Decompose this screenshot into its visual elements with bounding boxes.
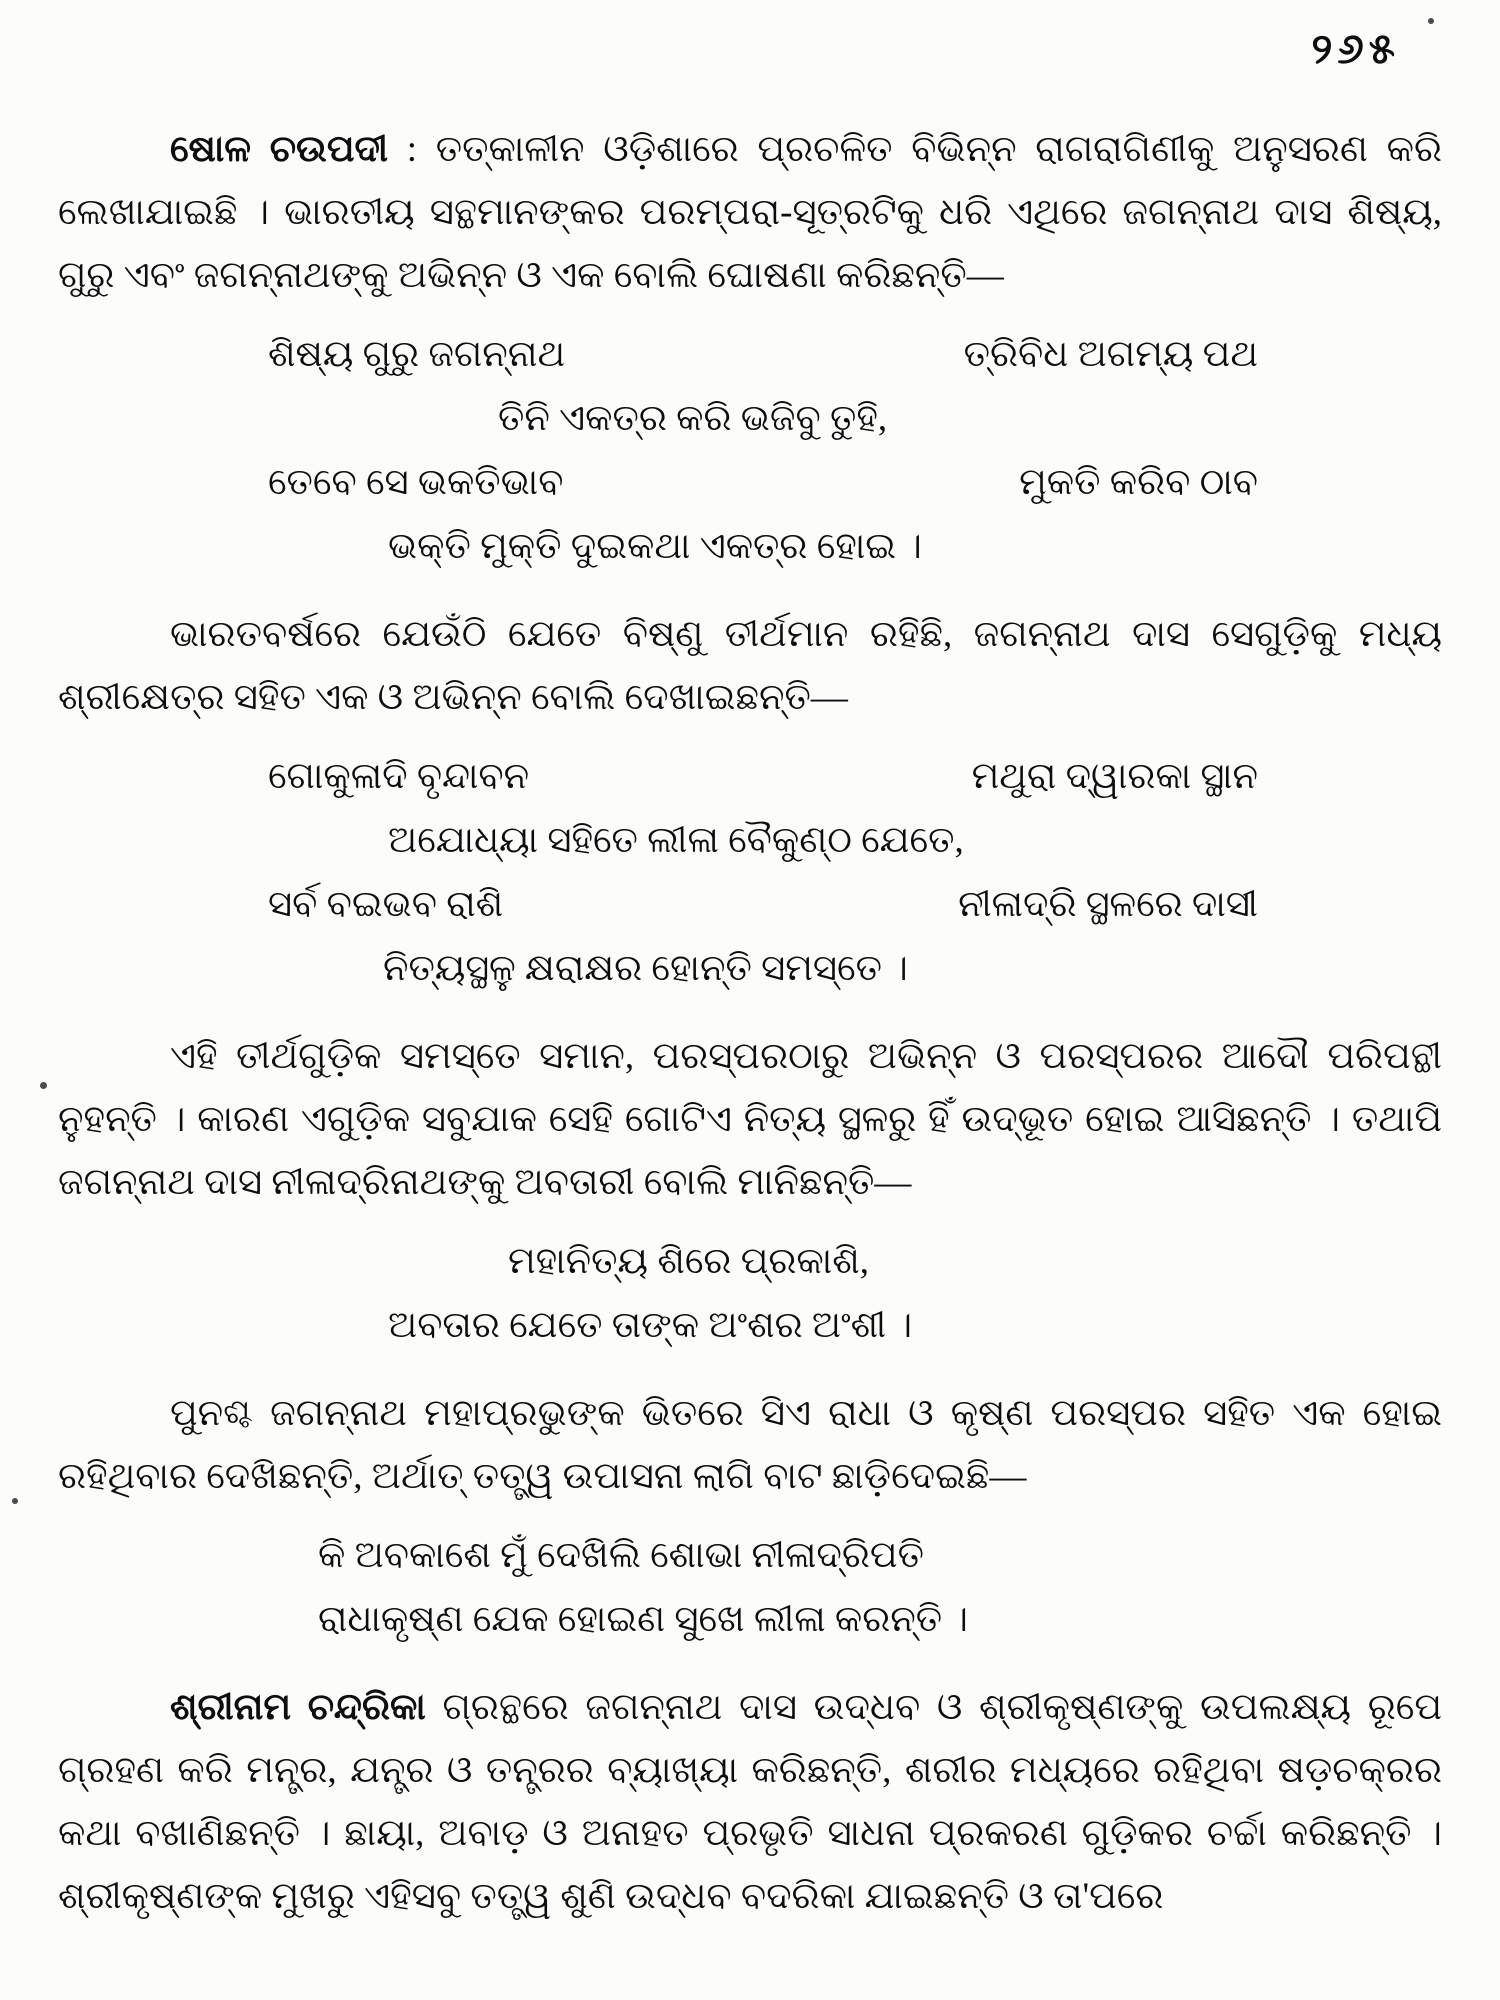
paragraph-srinama-chandrika [58, 1676, 1442, 1928]
paragraph-text: ପୁନଶ୍ଚ ଜଗନ୍ନାଥ ମହାପ୍ରଭୁଙ୍କ ଭିତରେ ସିଏ ରାଧା ଓ କୃଷ୍ଣ ପରସ୍ପର ସହିତ ଏକ ହୋଇ ରହିଥିବାର ଦେଖିଛନ୍ତି, ଅର୍ଥାତ୍ ତତ୍ତ୍ୱ ଉପାସନା ଲାଗି ବାଟ ଛାଡ଼ିଦେଇଛି— [58, 1393, 1442, 1497]
paragraph-radha-krushna [58, 1382, 1442, 1508]
verse-row [268, 451, 1258, 515]
verse-couplet-2 [58, 745, 1442, 1001]
paragraph-lead-title: ଷୋଳ ଚଉପଦୀ [170, 129, 389, 170]
verse-line-center: ଅଯୋଧ୍ୟା ସହିତେ ଲୀଳା ବୈକୁଣ୍ଠ ଯେତେ, [388, 820, 964, 861]
paragraph-text: ଭାରତବର୍ଷରେ ଯେଉଁଠି ଯେତେ ବିଷ୍ଣୁ ତୀର୍ଥମାନ ରହିଛି, ଜଗନ୍ନାଥ ଦାସ ସେଗୁଡ଼ିକୁ ମଧ୍ୟ ଶ୍ରୀକ୍ଷେତ୍ର ସହିତ ଏକ ଓ ଅଭିନ୍ନ ବୋଲି ଦେଖାଇଛନ୍ତି— [58, 614, 1442, 718]
paragraph-tirtha-equal [58, 1025, 1442, 1214]
verse-couplet-4 [58, 1524, 1442, 1652]
paragraph-shola-chaupadi [58, 118, 1442, 307]
verse-line-center: ତିନି ଏକତ୍ର କରି ଭଜିବୁ ତୁହି, [498, 398, 888, 439]
verse-row [268, 745, 1258, 809]
verse-line-left: ଗୋକୁଳାଦି ବୃନ୍ଦାବନ [268, 756, 530, 797]
verse-line-center: ଅବତାର ଯେତେ ତାଙ୍କ ଅଂଶର ଅଂଶୀ । [388, 1305, 913, 1346]
verse-line-left: ସର୍ବ ବଇଭବ ରାଶି [268, 884, 504, 925]
paragraph-tirtha-intro [58, 603, 1442, 729]
verse-line-center: କି ଅବକାଶେ ମୁଁ ଦେଖିଲି ଶୋଭା ନୀଳାଦ୍ରିପତି [318, 1535, 924, 1576]
verse-line-left: ତେବେ ସେ ଭକତିଭାବ [268, 462, 564, 503]
paragraph-text: ଏହି ତୀର୍ଥଗୁଡ଼ିକ ସମସ୍ତେ ସମାନ, ପରସ୍ପରଠାରୁ ଅଭିନ୍ନ ଓ ପରସ୍ପରର ଆଦୌ ପରିପନ୍ଥୀ ନୁହନ୍ତି । କାରଣ ଏଗୁଡ଼ିକ ସବୁଯାକ ସେହି ଗୋଟିଏ ନିତ୍ୟ ସ୍ଥଳରୁ ହିଁ ଉଦ୍ଭୂତ ହୋଇ ଆସିଛନ୍ତି । ତଥାପି ଜଗନ୍ନାଥ ଦାସ ନୀଳାଦ୍ରିନାଥଙ୍କୁ ଅବତାରୀ ବୋଲି ମାନିଛନ୍ତି— [58, 1036, 1442, 1203]
scan-speck [12, 1498, 18, 1504]
paragraph-text: : ତତ୍କାଳୀନ ଓଡ଼ିଶାରେ ପ୍ରଚଳିତ ବିଭିନ୍ନ ରାଗରାଗିଣୀକୁ ଅନୁସରଣ କରି ଲେଖାଯାଇଛି । ଭାରତୀୟ ସନ୍ଥମାନଙ୍କର ପରମ୍ପରା-ସୂତ୍ରଟିକୁ ଧରି ଏଥିରେ ଜଗନ୍ନାଥ ଦାସ ଶିଷ୍ୟ, ଗୁରୁ ଏବଂ ଜଗନ୍ନାଥଙ୍କୁ ଅଭିନ୍ନ ଓ ଏକ ବୋଲି ଘୋଷଣା କରିଛନ୍ତି— [58, 129, 1442, 296]
verse-line-center: ନିତ୍ୟସ୍ଥଳୁ କ୍ଷରାକ୍ଷର ହୋନ୍ତି ସମସ୍ତେ । [383, 948, 908, 989]
page-number: ୨୬୫ [1311, 27, 1400, 73]
verse-line-right: ନୀଳାଦ୍ରି ସ୍ଥଳରେ ଦାସୀ [958, 884, 1258, 925]
verse-line-right: ମଥୁରା ଦ୍ୱାରକା ସ୍ଥାନ [971, 756, 1258, 797]
verse-row [268, 323, 1258, 387]
scan-speck [1428, 18, 1434, 24]
verse-line-right: ମୁକତି କରିବ ଠାବ [1019, 462, 1258, 503]
verse-line-center: ଭକ୍ତି ମୁକ୍ତି ଦୁଇକଥା ଏକତ୍ର ହୋଇ । [388, 526, 922, 567]
verse-line-center: ରାଧାକୃଷ୍ଣ ଯେକ ହୋଇଣ ସୁଖେ ଲୀଳା କରନ୍ତି । [318, 1599, 969, 1640]
verse-line-right: ତ୍ରିବିଧ ଅଗମ୍ୟ ପଥ [963, 334, 1258, 375]
paragraph-text: ଗ୍ରନ୍ଥରେ ଜଗନ୍ନାଥ ଦାସ ଉଦ୍ଧବ ଓ ଶ୍ରୀକୃଷ୍ଣଙ୍କୁ ଉପଲକ୍ଷ୍ୟ ରୂପେ ଗ୍ରହଣ କରି ମନ୍ତ୍ର, ଯନ୍ତ୍ର ଓ ତନ୍ତ୍ରର ବ୍ୟାଖ୍ୟା କରିଛନ୍ତି, ଶରୀର ମଧ୍ୟରେ ରହିଥିବା ଷଡ଼ଚକ୍ରର କଥା ବଖାଣିଛନ୍ତି । ଛାୟା, ଅବାଡ଼ ଓ ଅନାହତ ପ୍ରଭୃତି ସାଧନା ପ୍ରକରଣ ଗୁଡ଼ିକର ଚର୍ଚ୍ଚା କରିଛନ୍ତି । ଶ୍ରୀକୃଷ୍ଣଙ୍କ ମୁଖରୁ ଏହିସବୁ ତତ୍ତ୍ୱ ଶୁଣି ଉଦ୍ଧବ ବଦରିକା ଯାଇଛନ୍ତି ଓ ତା'ପରେ [58, 1687, 1443, 1917]
scan-speck [40, 1082, 47, 1089]
verse-row [268, 873, 1258, 937]
verse-couplet-1 [58, 323, 1442, 579]
verse-line-left: ଶିଷ୍ୟ ଗୁରୁ ଜଗନ୍ନାଥ [268, 334, 566, 375]
verse-couplet-3 [58, 1230, 1442, 1358]
verse-line-center: ମହାନିତ୍ୟ ଶିରେ ପ୍ରକାଶି, [508, 1241, 869, 1282]
paragraph-lead-title: ଶ୍ରୀନାମ ଚନ୍ଦ୍ରିକା [170, 1687, 426, 1728]
